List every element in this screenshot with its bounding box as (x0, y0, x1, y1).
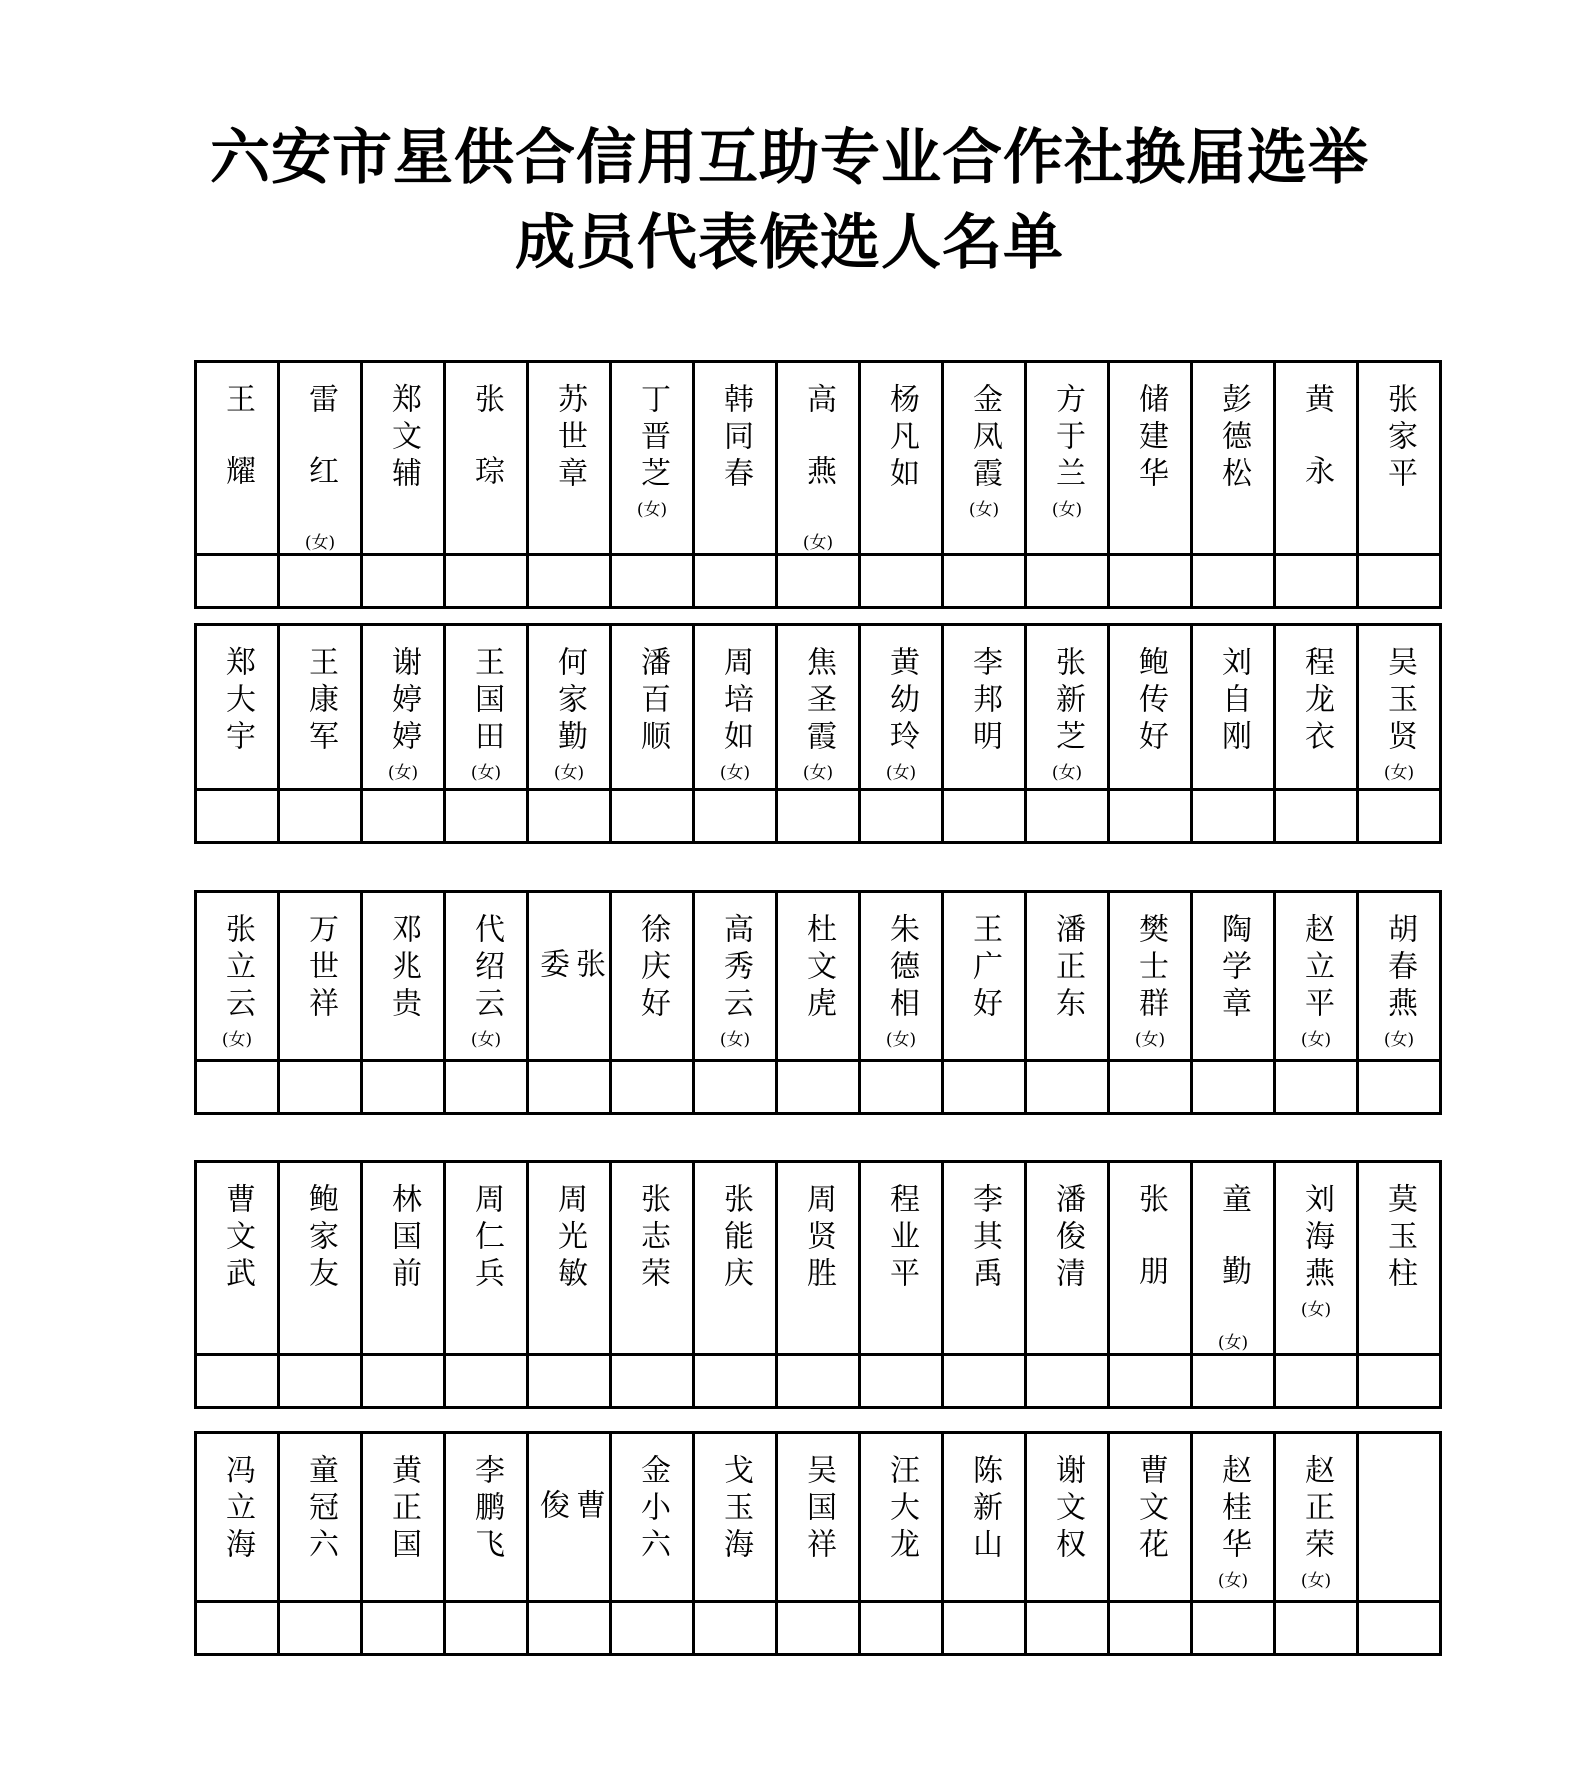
candidate-cell (777, 625, 860, 790)
vote-box[interactable] (611, 1355, 694, 1408)
vote-box[interactable] (1358, 1061, 1441, 1114)
candidate-cell (777, 362, 860, 555)
vote-box[interactable] (279, 555, 362, 608)
vote-box[interactable] (611, 790, 694, 843)
candidate-name: 程龙衣 (1299, 646, 1334, 757)
female-tag: (女) (636, 500, 668, 520)
candidate-cell (1275, 1162, 1358, 1355)
vote-box[interactable] (611, 1061, 694, 1114)
vote-box[interactable] (694, 1602, 777, 1655)
female-tag: (女) (1300, 1571, 1332, 1591)
vote-box[interactable] (1192, 555, 1275, 608)
vote-box[interactable] (528, 1355, 611, 1408)
vote-box[interactable] (528, 1061, 611, 1114)
vote-box[interactable] (860, 1061, 943, 1114)
candidate-cell (1026, 362, 1109, 555)
candidate-cell (611, 1433, 694, 1602)
candidate-name: 张立云 (220, 913, 255, 1024)
vote-box[interactable] (1026, 555, 1109, 608)
candidate-cell (777, 1433, 860, 1602)
candidate-name: 潘正东 (1050, 913, 1085, 1024)
candidate-name: 雷红 (303, 383, 338, 527)
candidate-name: 戈玉海 (718, 1454, 753, 1565)
vote-box[interactable] (777, 555, 860, 608)
candidate-name: 高燕 (801, 383, 836, 527)
candidate-cell (611, 362, 694, 555)
vote-box[interactable] (943, 555, 1026, 608)
candidate-cell (1192, 625, 1275, 790)
candidate-name: 杨凡如 (884, 383, 919, 494)
vote-box[interactable] (1275, 1602, 1358, 1655)
vote-box[interactable] (1109, 1061, 1192, 1114)
candidate-cell (445, 892, 528, 1061)
vote-box[interactable] (196, 1602, 279, 1655)
candidate-name: 何家勤 (552, 646, 587, 757)
candidate-name: 鲍家友 (303, 1183, 338, 1294)
candidate-name: 金凤霞 (967, 383, 1002, 494)
vote-box[interactable] (1275, 1061, 1358, 1114)
candidate-cell (943, 1162, 1026, 1355)
candidate-cell (943, 362, 1026, 555)
vote-box[interactable] (694, 790, 777, 843)
candidate-cell (1358, 625, 1441, 790)
vote-box[interactable] (445, 790, 528, 843)
candidate-name: 曹文武 (220, 1183, 255, 1294)
candidate-cell (1192, 1433, 1275, 1602)
candidate-cell (860, 362, 943, 555)
candidate-name: 李鹏飞 (469, 1454, 504, 1565)
vote-box[interactable] (362, 790, 445, 843)
vote-box[interactable] (1275, 1355, 1358, 1408)
candidate-name: 赵正荣 (1299, 1454, 1334, 1565)
vote-box[interactable] (694, 1061, 777, 1114)
female-tag: (女) (470, 763, 502, 783)
vote-box[interactable] (1109, 1602, 1192, 1655)
candidate-cell (1026, 1162, 1109, 1355)
vote-box[interactable] (196, 790, 279, 843)
candidate-cell (528, 625, 611, 790)
candidate-cell (1275, 892, 1358, 1061)
candidate-name: 曹文花 (1133, 1454, 1168, 1565)
female-tag: (女) (885, 1030, 917, 1050)
vote-box[interactable] (279, 1355, 362, 1408)
candidate-cell (1192, 1162, 1275, 1355)
vote-box[interactable] (362, 555, 445, 608)
candidate-table-4 (194, 1160, 1442, 1409)
female-tag: (女) (221, 1030, 253, 1050)
candidate-name: 潘百顺 (635, 646, 670, 757)
candidate-cell (196, 1162, 279, 1355)
candidate-cell (1358, 1433, 1441, 1602)
vote-box[interactable] (528, 790, 611, 843)
female-tag: (女) (1383, 1030, 1415, 1050)
candidate-cell (1358, 1162, 1441, 1355)
candidate-cell (943, 892, 1026, 1061)
candidate-cell (1109, 1433, 1192, 1602)
candidate-name: 张新芝 (1050, 646, 1085, 757)
vote-box[interactable] (445, 555, 528, 608)
candidate-name: 周光敏 (552, 1183, 587, 1294)
candidate-cell (279, 362, 362, 555)
candidate-name: 焦圣霞 (801, 646, 836, 757)
vote-box[interactable] (1026, 1061, 1109, 1114)
candidate-name: 鲍传好 (1133, 646, 1168, 757)
female-tag: (女) (304, 533, 336, 553)
vote-box[interactable] (1026, 790, 1109, 843)
vote-box[interactable] (860, 555, 943, 608)
candidate-name: 周贤胜 (801, 1183, 836, 1294)
vote-box[interactable] (1192, 1602, 1275, 1655)
candidate-cell (860, 625, 943, 790)
vote-box[interactable] (1275, 555, 1358, 608)
candidate-cell (528, 892, 611, 1061)
vote-box[interactable] (445, 1602, 528, 1655)
candidate-name: 潘俊清 (1050, 1183, 1085, 1294)
vote-box[interactable] (279, 1602, 362, 1655)
candidate-name: 张琮 (469, 383, 504, 527)
candidate-cell (694, 1162, 777, 1355)
candidate-name: 赵桂华 (1216, 1454, 1251, 1565)
vote-box[interactable] (1358, 790, 1441, 843)
candidate-name: 张志荣 (635, 1183, 670, 1294)
vote-box[interactable] (1358, 1602, 1441, 1655)
candidate-name: 金小六 (635, 1454, 670, 1565)
female-tag: (女) (719, 1030, 751, 1050)
candidate-cell (1275, 1433, 1358, 1602)
vote-box[interactable] (943, 1061, 1026, 1114)
candidate-name: 张家平 (1382, 383, 1417, 494)
candidate-name: 王广好 (967, 913, 1002, 1024)
candidate-name: 周培如 (718, 646, 753, 757)
candidate-cell (279, 625, 362, 790)
vote-box[interactable] (279, 1061, 362, 1114)
candidate-cell (528, 1433, 611, 1602)
vote-box[interactable] (196, 1061, 279, 1114)
candidate-name: 黄幼玲 (884, 646, 919, 757)
candidate-cell (694, 1433, 777, 1602)
vote-box[interactable] (1109, 790, 1192, 843)
candidate-name: 刘海燕 (1299, 1183, 1334, 1294)
vote-box[interactable] (777, 790, 860, 843)
candidate-cell (445, 362, 528, 555)
candidate-name: 高秀云 (718, 913, 753, 1024)
female-tag: (女) (968, 500, 1000, 520)
vote-box[interactable] (279, 790, 362, 843)
candidate-name: 邓兆贵 (386, 913, 421, 1024)
female-tag: (女) (1134, 1030, 1166, 1050)
candidate-cell (362, 362, 445, 555)
vote-box[interactable] (196, 555, 279, 608)
candidate-cell (1358, 362, 1441, 555)
candidate-cell (1109, 1162, 1192, 1355)
vote-box[interactable] (528, 555, 611, 608)
vote-box[interactable] (694, 555, 777, 608)
candidate-name: 王耀 (220, 383, 255, 527)
vote-box[interactable] (196, 1355, 279, 1408)
vote-box[interactable] (611, 1602, 694, 1655)
candidate-name: 王国田 (469, 646, 504, 757)
candidate-name: 李其禹 (967, 1183, 1002, 1294)
vote-box[interactable] (860, 1355, 943, 1408)
female-tag: (女) (1217, 1333, 1249, 1353)
candidate-cell (1026, 1433, 1109, 1602)
candidate-cell (943, 625, 1026, 790)
candidate-name: 林国前 (386, 1183, 421, 1294)
female-tag: (女) (802, 533, 834, 553)
vote-box[interactable] (611, 555, 694, 608)
female-tag: (女) (719, 763, 751, 783)
candidate-table-2 (194, 623, 1442, 844)
candidate-cell (1192, 362, 1275, 555)
candidate-name: 黄永 (1299, 383, 1334, 527)
candidate-name: 谢文权 (1050, 1454, 1085, 1565)
candidate-cell (943, 1433, 1026, 1602)
vote-box[interactable] (445, 1355, 528, 1408)
candidate-name: 方于兰 (1050, 383, 1085, 494)
candidate-cell (611, 892, 694, 1061)
candidate-cell (279, 1162, 362, 1355)
candidate-table-1 (194, 360, 1442, 609)
candidate-cell (694, 625, 777, 790)
candidate-cell (1275, 625, 1358, 790)
candidate-name: 张朋 (1133, 1183, 1168, 1327)
candidate-cell (1026, 625, 1109, 790)
female-tag: (女) (1383, 763, 1415, 783)
candidate-name: 韩同春 (718, 383, 753, 494)
candidate-name: 吴玉贤 (1382, 646, 1417, 757)
candidate-name: 郑文辅 (386, 383, 421, 494)
candidate-name: 彭德松 (1216, 383, 1251, 494)
female-tag: (女) (1217, 1571, 1249, 1591)
candidate-name: 莫玉柱 (1382, 1183, 1417, 1294)
candidate-name: 陈新山 (967, 1454, 1002, 1565)
candidate-name: 胡春燕 (1382, 913, 1417, 1024)
vote-box[interactable] (1192, 790, 1275, 843)
female-tag: (女) (470, 1030, 502, 1050)
candidate-cell (694, 892, 777, 1061)
vote-box[interactable] (1026, 1602, 1109, 1655)
candidate-cell (362, 1433, 445, 1602)
vote-box[interactable] (1109, 1355, 1192, 1408)
vote-box[interactable] (694, 1355, 777, 1408)
vote-box[interactable] (528, 1602, 611, 1655)
candidate-name: 苏世章 (552, 383, 587, 494)
candidate-cell (860, 1162, 943, 1355)
candidate-cell (279, 892, 362, 1061)
candidate-name: 储建华 (1133, 383, 1168, 494)
title-line-1: 六安市星供合信用互助专业合作社换届选举 (210, 123, 1369, 193)
candidate-cell (528, 1162, 611, 1355)
candidate-cell (1109, 625, 1192, 790)
candidate-name: 张委 (534, 948, 605, 1020)
candidate-cell (196, 625, 279, 790)
female-tag: (女) (802, 763, 834, 783)
candidate-cell (445, 625, 528, 790)
candidate-name: 万世祥 (303, 913, 338, 1024)
vote-box[interactable] (777, 1061, 860, 1114)
candidate-name: 黄正国 (386, 1454, 421, 1565)
vote-box[interactable] (777, 1355, 860, 1408)
candidate-name: 樊士群 (1133, 913, 1168, 1024)
candidate-table-5 (194, 1431, 1442, 1656)
candidate-cell (196, 1433, 279, 1602)
vote-box[interactable] (362, 1355, 445, 1408)
title-line-2: 成员代表候选人名单 (515, 208, 1064, 278)
candidate-name: 程业平 (884, 1183, 919, 1294)
candidate-name: 李邦明 (967, 646, 1002, 757)
candidate-cell (1109, 892, 1192, 1061)
candidate-name: 郑大宇 (220, 646, 255, 757)
candidate-name: 吴国祥 (801, 1454, 836, 1565)
female-tag: (女) (1051, 763, 1083, 783)
candidate-name: 汪大龙 (884, 1454, 919, 1565)
candidate-cell (445, 1433, 528, 1602)
candidate-name: 周仁兵 (469, 1183, 504, 1294)
candidate-name: 徐庆好 (635, 913, 670, 1024)
vote-box[interactable] (1026, 1355, 1109, 1408)
female-tag: (女) (885, 763, 917, 783)
candidate-name: 冯立海 (220, 1454, 255, 1565)
female-tag: (女) (1300, 1030, 1332, 1050)
vote-box[interactable] (777, 1602, 860, 1655)
vote-box[interactable] (1192, 1061, 1275, 1114)
candidate-name: 代绍云 (469, 913, 504, 1024)
vote-box[interactable] (1358, 1355, 1441, 1408)
vote-box[interactable] (362, 1061, 445, 1114)
vote-box[interactable] (1109, 555, 1192, 608)
candidate-name: 刘自刚 (1216, 646, 1251, 757)
candidate-name: 丁晋芝 (635, 383, 670, 494)
candidate-cell (1026, 892, 1109, 1061)
candidate-cell (528, 362, 611, 555)
candidate-cell (1275, 362, 1358, 555)
candidate-cell (777, 1162, 860, 1355)
vote-box[interactable] (1358, 555, 1441, 608)
candidate-name: 曹俊 (534, 1489, 605, 1561)
vote-box[interactable] (445, 1061, 528, 1114)
vote-box[interactable] (1192, 1355, 1275, 1408)
candidate-cell (860, 1433, 943, 1602)
candidate-cell (777, 892, 860, 1061)
candidate-name: 杜文虎 (801, 913, 836, 1024)
candidate-name: 王康军 (303, 646, 338, 757)
candidate-name: 张能庆 (718, 1183, 753, 1294)
candidate-cell (1192, 892, 1275, 1061)
candidate-cell (196, 362, 279, 555)
candidate-cell (362, 625, 445, 790)
candidate-name: 陶学章 (1216, 913, 1251, 1024)
female-tag: (女) (1051, 500, 1083, 520)
candidate-name: 朱德相 (884, 913, 919, 1024)
vote-box[interactable] (860, 1602, 943, 1655)
female-tag: (女) (1300, 1300, 1332, 1320)
candidate-cell (611, 625, 694, 790)
candidate-name: 童冠六 (303, 1454, 338, 1565)
candidate-cell (694, 362, 777, 555)
candidate-cell (1109, 362, 1192, 555)
candidate-cell (611, 1162, 694, 1355)
candidate-cell (1358, 892, 1441, 1061)
female-tag: (女) (387, 763, 419, 783)
vote-box[interactable] (943, 790, 1026, 843)
vote-box[interactable] (860, 790, 943, 843)
vote-box[interactable] (362, 1602, 445, 1655)
candidate-cell (362, 1162, 445, 1355)
candidate-cell (362, 892, 445, 1061)
vote-box[interactable] (1275, 790, 1358, 843)
candidate-name: 谢婷婷 (386, 646, 421, 757)
candidate-cell (445, 1162, 528, 1355)
vote-box[interactable] (943, 1355, 1026, 1408)
candidate-cell (279, 1433, 362, 1602)
candidate-name: 赵立平 (1299, 913, 1334, 1024)
candidate-table-3 (194, 890, 1442, 1115)
vote-box[interactable] (943, 1602, 1026, 1655)
candidate-cell (196, 892, 279, 1061)
female-tag: (女) (553, 763, 585, 783)
candidate-name: 童勤 (1216, 1183, 1251, 1327)
candidate-cell (860, 892, 943, 1061)
